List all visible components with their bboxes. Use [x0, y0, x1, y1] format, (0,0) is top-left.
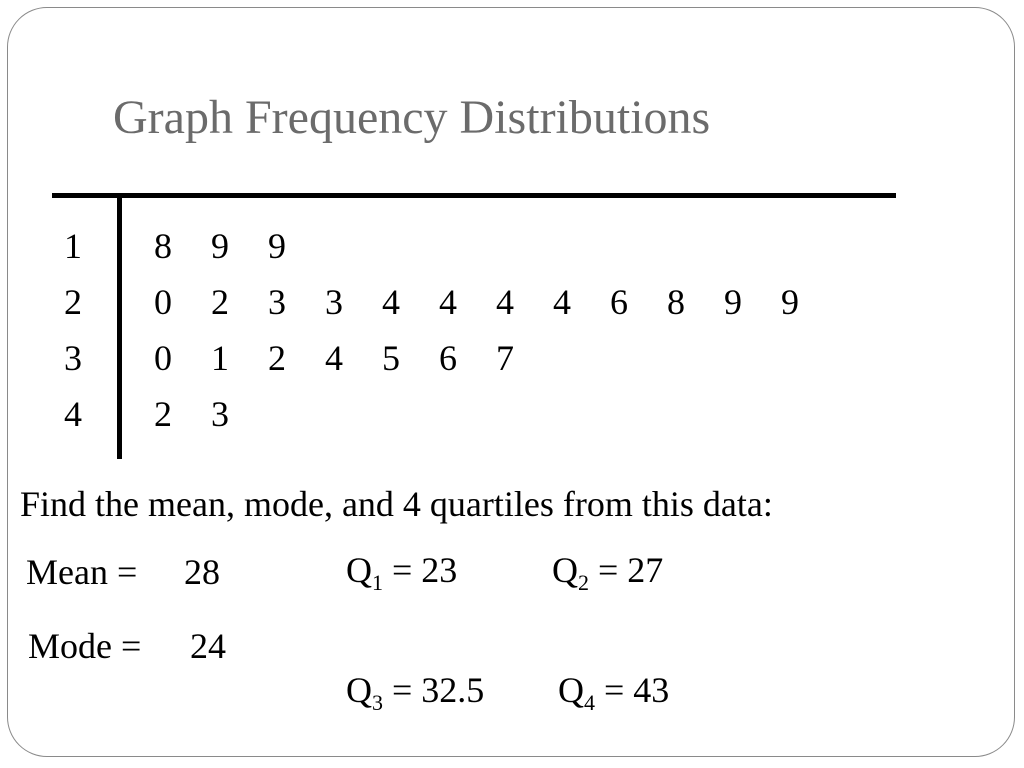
quartile-q3: [346, 666, 484, 727]
leaf-value: 8: [154, 226, 172, 266]
leaf-value: 4: [439, 282, 457, 322]
leaf-value: 9: [724, 282, 742, 322]
q3-value: = 32.5: [383, 670, 485, 710]
slide-title: Graph Frequency Distributions: [113, 91, 711, 144]
leaf-value: 2: [268, 338, 286, 378]
leaf-value: 9: [268, 226, 286, 266]
leaf-value: 9: [781, 282, 799, 322]
q4-letter: Q: [558, 670, 584, 710]
q2-value: = 27: [589, 550, 664, 590]
mean-label: Mean =: [26, 552, 138, 592]
q4-subscript: 4: [584, 690, 595, 715]
q2-subscript: 2: [578, 570, 589, 595]
leaf-value: 5: [382, 338, 400, 378]
leaf-value: 4: [496, 282, 514, 322]
leaf-value: 0: [154, 282, 172, 322]
leaf-value: 4: [553, 282, 571, 322]
stem-value: 3: [64, 338, 82, 378]
quartile-q1: [346, 546, 457, 607]
leaf-value: 3: [268, 282, 286, 322]
q1-subscript: 1: [372, 570, 383, 595]
stem-value: 1: [64, 226, 82, 266]
leaf-value: 1: [211, 338, 229, 378]
mode-label: Mode =: [28, 626, 142, 666]
q3-letter: Q: [346, 670, 372, 710]
leaf-value: 6: [439, 338, 457, 378]
q3-subscript: 3: [372, 690, 383, 715]
mode-value: 24: [190, 626, 226, 666]
q2-letter: Q: [552, 550, 578, 590]
stem-value: 2: [64, 282, 82, 322]
leaf-value: 4: [325, 338, 343, 378]
leaf-value: 2: [211, 282, 229, 322]
q1-letter: Q: [346, 550, 372, 590]
leaf-value: 8: [667, 282, 685, 322]
leaf-value: 2: [154, 394, 172, 434]
leaf-value: 9: [211, 226, 229, 266]
question-text: Find the mean, mode, and 4 quartiles from this data:: [20, 484, 773, 524]
table-horizontal-rule: [52, 193, 896, 198]
q1-value: = 23: [383, 550, 458, 590]
quartile-q4: [558, 666, 669, 727]
leaf-value: 0: [154, 338, 172, 378]
q4-value: = 43: [595, 670, 670, 710]
leaf-value: 4: [382, 282, 400, 322]
stem-leaf-divider: [117, 193, 122, 459]
mean-value: 28: [184, 552, 220, 592]
leaf-value: 6: [610, 282, 628, 322]
leaf-value: 3: [325, 282, 343, 322]
stem-value: 4: [64, 394, 82, 434]
leaf-value: 7: [496, 338, 514, 378]
leaf-value: 3: [211, 394, 229, 434]
quartile-q2: [552, 546, 663, 607]
